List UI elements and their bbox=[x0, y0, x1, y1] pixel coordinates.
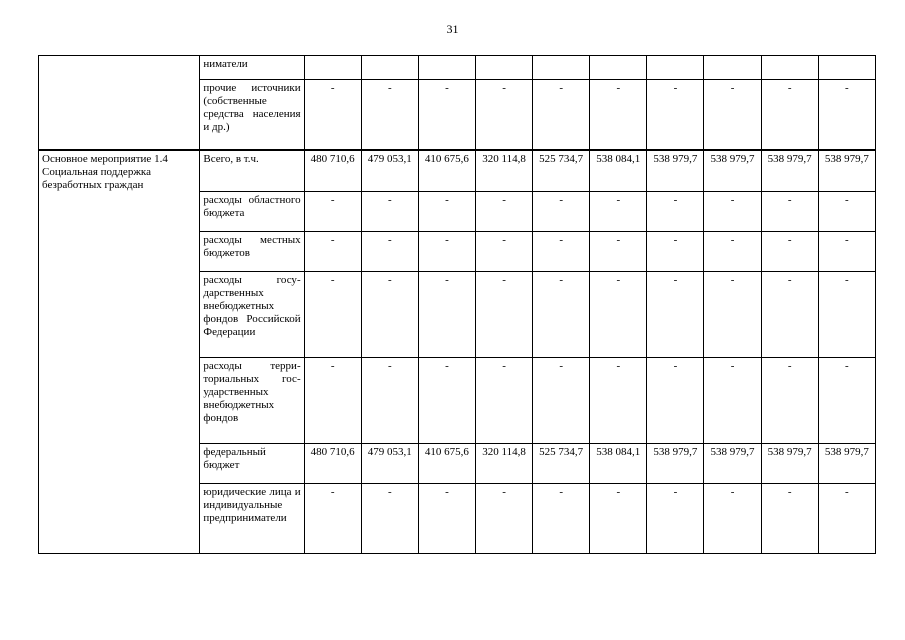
value-cell: - bbox=[361, 192, 418, 232]
value-cell: - bbox=[304, 232, 361, 272]
value-cell: - bbox=[533, 80, 590, 150]
value-cell: 538 979,7 bbox=[704, 444, 761, 484]
value-cell: 479 053,1 bbox=[361, 150, 418, 192]
source-cell: расходы государственных внебюджетных фондов Российской Федерации bbox=[200, 272, 304, 358]
value-cell: - bbox=[361, 484, 418, 554]
value-cell: - bbox=[761, 232, 818, 272]
value-cell bbox=[704, 56, 761, 80]
value-cell: - bbox=[761, 80, 818, 150]
value-cell: - bbox=[761, 358, 818, 444]
value-cell: - bbox=[704, 192, 761, 232]
value-cell: - bbox=[361, 232, 418, 272]
value-cell: - bbox=[475, 272, 532, 358]
value-cell: - bbox=[590, 358, 647, 444]
value-cell: - bbox=[590, 484, 647, 554]
source-cell: федеральный бюджет bbox=[200, 444, 304, 484]
value-cell: - bbox=[818, 80, 875, 150]
value-cell: - bbox=[647, 484, 704, 554]
value-cell: 538 979,7 bbox=[704, 150, 761, 192]
value-cell: - bbox=[418, 80, 475, 150]
value-cell: - bbox=[418, 232, 475, 272]
value-cell: - bbox=[590, 80, 647, 150]
value-cell: - bbox=[590, 192, 647, 232]
value-cell: - bbox=[704, 484, 761, 554]
value-cell: - bbox=[304, 272, 361, 358]
value-cell: - bbox=[704, 232, 761, 272]
source-cell: Всего, в т.ч. bbox=[200, 150, 304, 192]
value-cell: - bbox=[361, 272, 418, 358]
value-cell: - bbox=[647, 80, 704, 150]
value-cell: - bbox=[533, 484, 590, 554]
value-cell: 320 114,8 bbox=[475, 150, 532, 192]
table-row bbox=[39, 150, 876, 192]
source-cell: прочие источники (собственные средства населения и др.) bbox=[200, 80, 304, 150]
value-cell: - bbox=[475, 192, 532, 232]
table-row bbox=[39, 56, 876, 80]
value-cell bbox=[590, 56, 647, 80]
value-cell bbox=[818, 56, 875, 80]
value-cell: - bbox=[818, 272, 875, 358]
value-cell: - bbox=[418, 358, 475, 444]
value-cell: - bbox=[475, 358, 532, 444]
value-cell bbox=[761, 56, 818, 80]
value-cell: 525 734,7 bbox=[533, 150, 590, 192]
value-cell: - bbox=[304, 80, 361, 150]
value-cell: 479 053,1 bbox=[361, 444, 418, 484]
value-cell: - bbox=[818, 358, 875, 444]
value-cell: - bbox=[475, 232, 532, 272]
event-cell: Основное мероприятие 1.4 Социальная поддержка безработных граждан bbox=[39, 150, 200, 554]
table-body bbox=[39, 56, 876, 554]
value-cell: - bbox=[704, 358, 761, 444]
value-cell: 538 979,7 bbox=[818, 150, 875, 192]
value-cell: - bbox=[304, 192, 361, 232]
value-cell: - bbox=[304, 484, 361, 554]
value-cell: 480 710,6 bbox=[304, 444, 361, 484]
page-number: 31 bbox=[446, 22, 459, 36]
event-cell bbox=[39, 56, 200, 150]
value-cell: - bbox=[818, 232, 875, 272]
value-cell: - bbox=[590, 232, 647, 272]
value-cell: - bbox=[533, 358, 590, 444]
value-cell bbox=[418, 56, 475, 80]
source-cell: ниматели bbox=[200, 56, 304, 80]
source-cell: юридические лица и индивидуальные предприниматели bbox=[200, 484, 304, 554]
value-cell: - bbox=[647, 358, 704, 444]
value-cell: - bbox=[590, 272, 647, 358]
value-cell: 538 979,7 bbox=[818, 444, 875, 484]
value-cell: - bbox=[418, 484, 475, 554]
value-cell: 320 114,8 bbox=[475, 444, 532, 484]
budget-table bbox=[38, 55, 876, 554]
value-cell: 538 979,7 bbox=[647, 444, 704, 484]
value-cell: - bbox=[761, 192, 818, 232]
value-cell: - bbox=[647, 192, 704, 232]
source-cell: расходы местных бюджетов bbox=[200, 232, 304, 272]
value-cell: - bbox=[704, 272, 761, 358]
value-cell: 538 979,7 bbox=[761, 150, 818, 192]
value-cell: - bbox=[647, 272, 704, 358]
source-cell: расходы территориальных государственных внебюджетных фондов bbox=[200, 358, 304, 444]
value-cell: - bbox=[533, 232, 590, 272]
value-cell: 410 675,6 bbox=[418, 444, 475, 484]
value-cell bbox=[647, 56, 704, 80]
value-cell: 538 979,7 bbox=[647, 150, 704, 192]
value-cell: 538 084,1 bbox=[590, 150, 647, 192]
value-cell: - bbox=[475, 80, 532, 150]
value-cell bbox=[533, 56, 590, 80]
value-cell: 525 734,7 bbox=[533, 444, 590, 484]
value-cell: - bbox=[533, 192, 590, 232]
value-cell: - bbox=[418, 192, 475, 232]
value-cell: 538 979,7 bbox=[761, 444, 818, 484]
value-cell: - bbox=[533, 272, 590, 358]
value-cell: - bbox=[304, 358, 361, 444]
value-cell bbox=[475, 56, 532, 80]
value-cell: 480 710,6 bbox=[304, 150, 361, 192]
value-cell: - bbox=[647, 232, 704, 272]
value-cell: - bbox=[818, 484, 875, 554]
value-cell: - bbox=[361, 358, 418, 444]
value-cell: 538 084,1 bbox=[590, 444, 647, 484]
source-cell: расходы областного бюджета bbox=[200, 192, 304, 232]
value-cell: - bbox=[818, 192, 875, 232]
value-cell: - bbox=[418, 272, 475, 358]
value-cell: - bbox=[761, 484, 818, 554]
value-cell: - bbox=[761, 272, 818, 358]
value-cell: - bbox=[704, 80, 761, 150]
value-cell bbox=[304, 56, 361, 80]
value-cell bbox=[361, 56, 418, 80]
value-cell: 410 675,6 bbox=[418, 150, 475, 192]
value-cell: - bbox=[475, 484, 532, 554]
value-cell: - bbox=[361, 80, 418, 150]
